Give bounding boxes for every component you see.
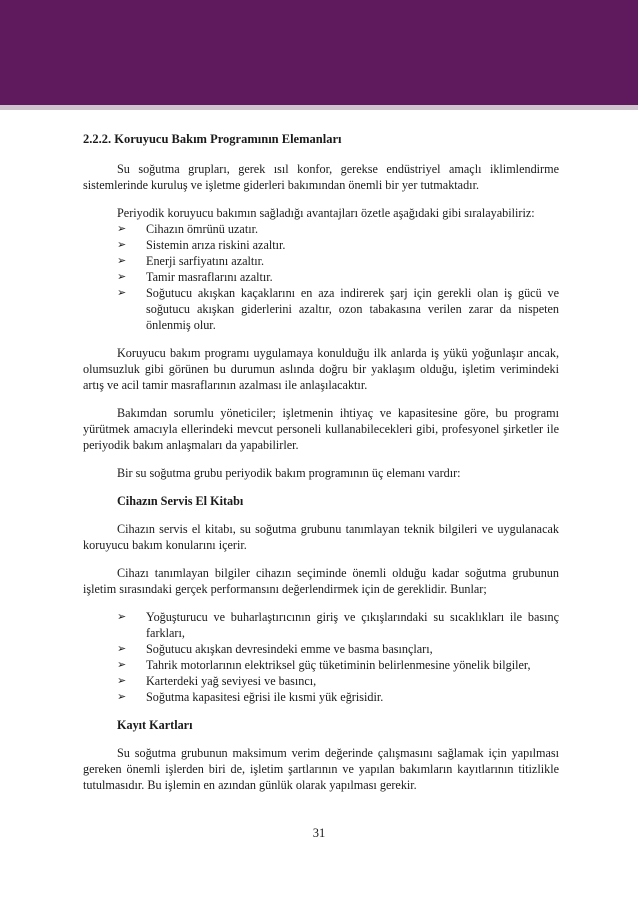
paragraph: Bir su soğutma grubu periyodik bakım programının üç elemanı vardır: [117, 466, 461, 480]
list-item: ➢ Yoğuşturucu ve buharlaştırıcının giriş ve çıkışlarındaki su sıcaklıkları ile basınç farkları, [117, 610, 559, 640]
paragraph: Su soğutma grubunun maksimum verim değerinde çalışmasını sağlamak için yapılması gereken önemli işlerden biri de, işletim şartlarının ve yapılan bakımların kayıtlarının titizlikle tutulmasıdır. Bu işlemin en azından günlük olarak yapılması gerekir. [83, 746, 559, 792]
device-info-list [83, 609, 559, 705]
arrow-bullet-icon: ➢ [117, 642, 127, 655]
section-title: 2.2.2. Koruyucu Bakım Programının Elemanları [83, 132, 342, 146]
page-content [83, 131, 559, 805]
list-item: ➢ Sistemin arıza riskini azaltır. [117, 238, 286, 252]
arrow-bullet-icon: ➢ [117, 690, 127, 703]
paragraph: Su soğutma grupları, gerek ısıl konfor, gerekse endüstriyel amaçlı iklimlendirme sistemlerinde kuruluş ve işletme giderleri bakımından önemli bir yer tutmaktadır. [83, 162, 559, 192]
list-item: ➢ Soğutucu akışkan kaçaklarını en aza indirerek şarj için gerekli olan iş gücü ve soğutucu akışkan giderlerini azaltır, ozon tabakasına verilen zarar da nispeten önlenmiş olur. [117, 286, 559, 332]
arrow-bullet-icon: ➢ [117, 222, 127, 235]
arrow-bullet-icon: ➢ [117, 238, 127, 251]
subheading-service-manual: Cihazın Servis El Kitabı [117, 494, 244, 508]
advantages-list [83, 221, 559, 333]
arrow-bullet-icon: ➢ [117, 674, 127, 687]
paragraph: Koruyucu bakım programı uygulamaya konulduğu ilk anlarda iş yükü yoğunlaşır ancak, olumsuzluk gibi görünen bu durumun aslında doğru bir yaklaşım olduğu, işletim verimindeki artış ve acil tamir masraflarının azalması ile anlaşılacaktır. [83, 346, 559, 392]
paragraph: Bakımdan sorumlu yöneticiler; işletmenin ihtiyaç ve kapasitesine göre, bu programı yürütmek amacıyla ellerindeki mevcut personeli kullanabilecekleri gibi, profesyonel şirketler ile periyodik bakım anlaşmaları da yapabilirler. [83, 406, 559, 452]
page-number: 31 [312, 826, 326, 840]
header-banner [0, 0, 638, 110]
arrow-bullet-icon: ➢ [117, 254, 127, 267]
paragraph: Periyodik koruyucu bakımın sağladığı avantajları özetle aşağıdaki gibi sıralayabiliriz: [117, 206, 535, 220]
list-item: ➢ Tahrik motorlarının elektriksel güç tüketiminin belirlenmesine yönelik bilgiler, [117, 658, 531, 672]
list-item: ➢ Soğutma kapasitesi eğrisi ile kısmi yük eğrisidir. [117, 690, 384, 704]
paragraph: Cihazın servis el kitabı, su soğutma grubunu tanımlayan teknik bilgileri ve uygulanacak koruyucu bakım konularını içerir. [83, 522, 559, 552]
paragraph: Cihazı tanımlayan bilgiler cihazın seçiminde önemli olduğu kadar soğutma grubunun işletim sırasındaki gerçek performansını değerlendirmek için de gereklidir. Bunlar; [83, 566, 559, 596]
arrow-bullet-icon: ➢ [117, 610, 127, 623]
subheading-records: Kayıt Kartları [117, 718, 193, 732]
list-item: ➢ Karterdeki yağ seviyesi ve basıncı, [117, 674, 317, 688]
arrow-bullet-icon: ➢ [117, 658, 127, 671]
arrow-bullet-icon: ➢ [117, 286, 127, 299]
list-item: ➢ Cihazın ömrünü uzatır. [117, 222, 259, 236]
list-item: ➢ Enerji sarfiyatını azaltır. [117, 254, 265, 268]
list-item: ➢ Soğutucu akışkan devresindeki emme ve basma basınçları, [117, 642, 433, 656]
arrow-bullet-icon: ➢ [117, 270, 127, 283]
list-item: ➢ Tamir masraflarını azaltır. [117, 270, 273, 284]
